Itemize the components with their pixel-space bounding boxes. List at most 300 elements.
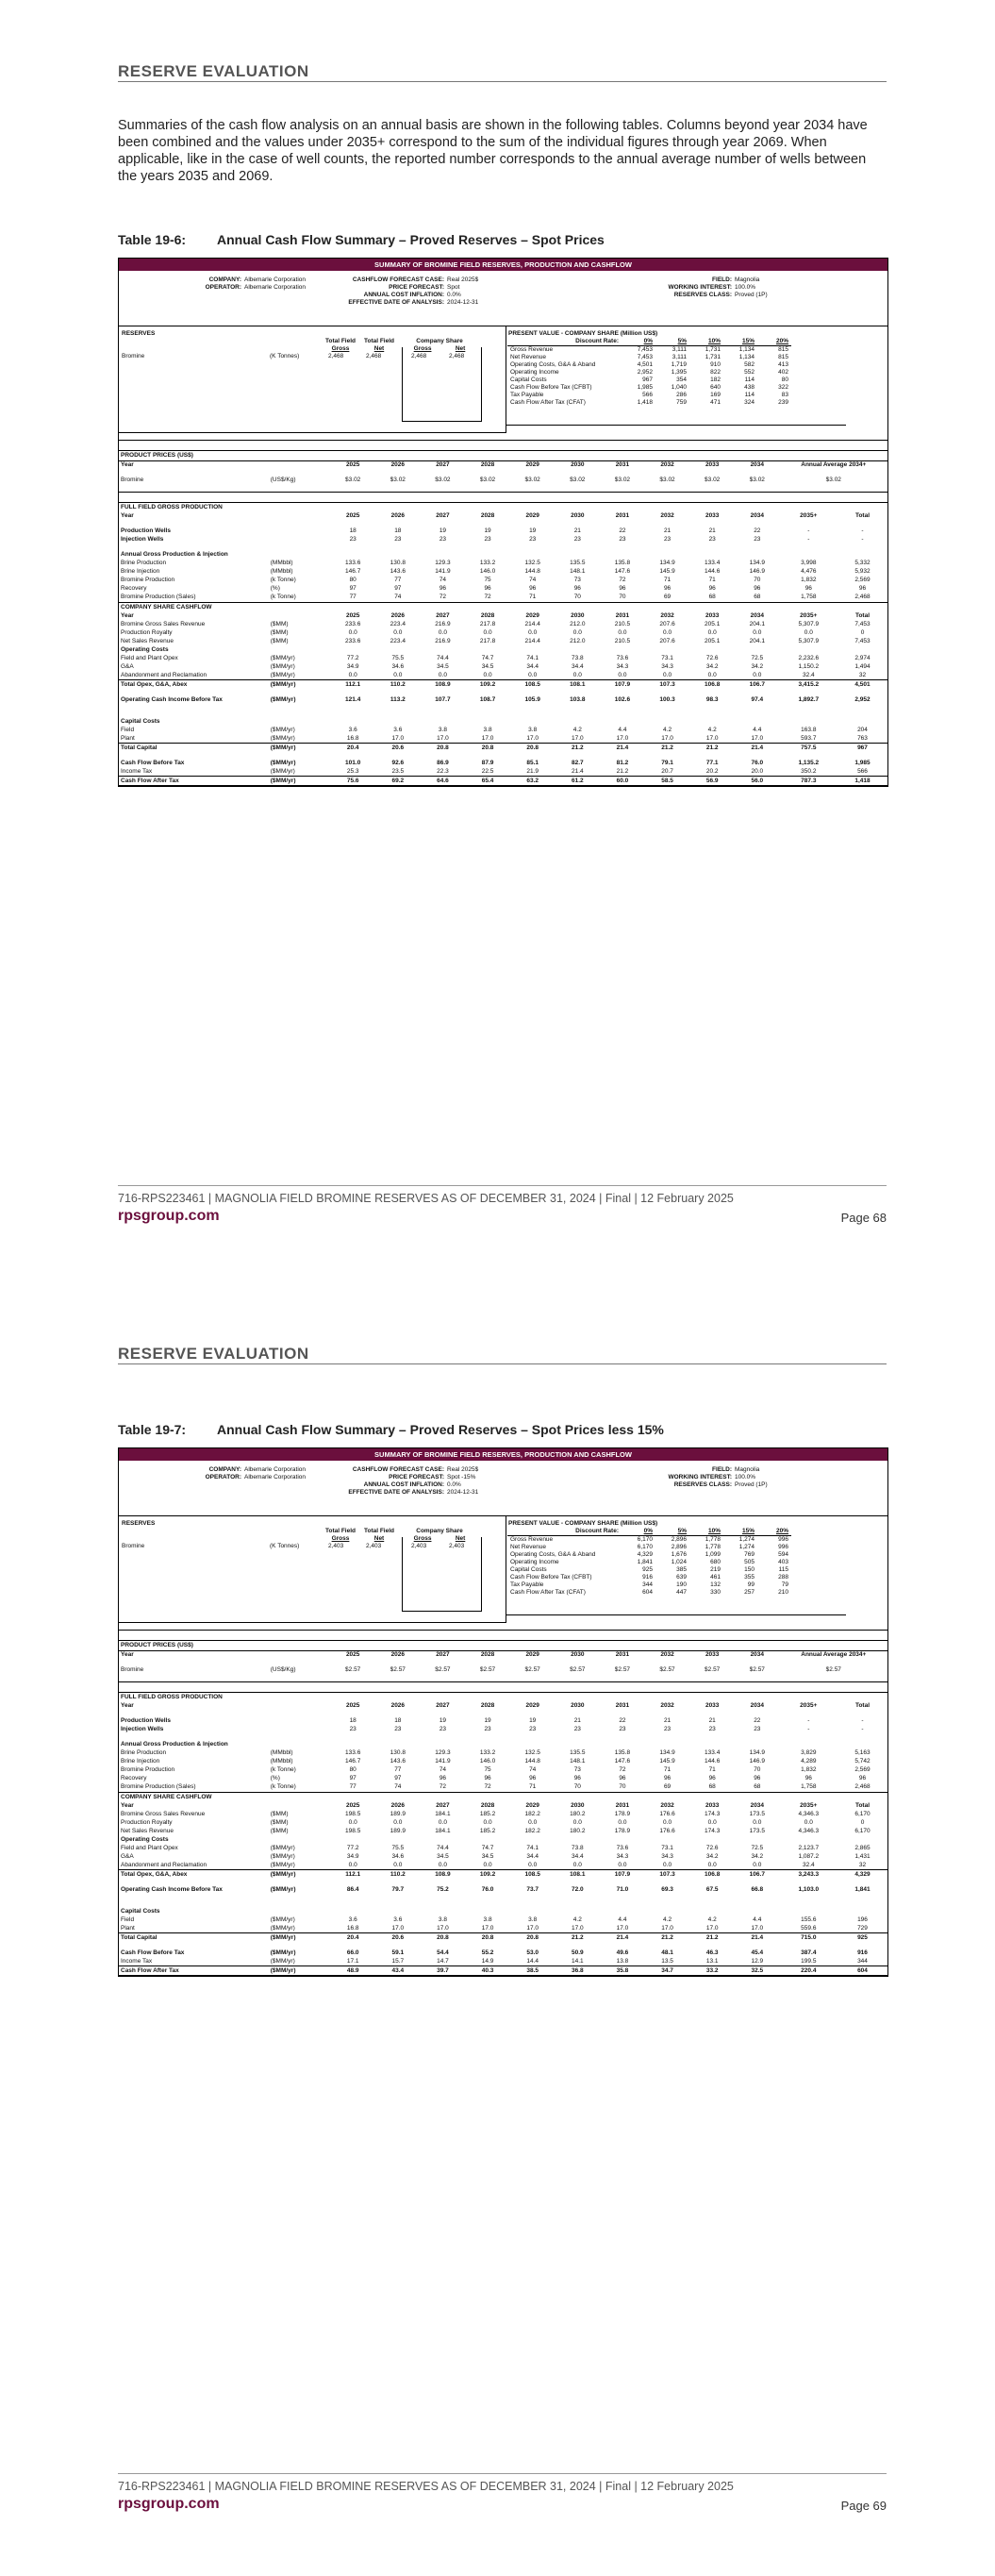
value-cell: 4,289 bbox=[801, 1758, 817, 1765]
value-cell: 174.3 bbox=[705, 1810, 721, 1817]
discount-rate: 0% bbox=[643, 338, 653, 345]
cashflow-title: COMPANY SHARE CASHFLOW bbox=[121, 1793, 212, 1800]
value-cell: 76.0 bbox=[751, 759, 764, 766]
prices-section bbox=[119, 1640, 887, 1682]
value-cell: 130.8 bbox=[390, 1749, 406, 1757]
value-cell: 33.2 bbox=[689, 1966, 735, 1976]
value-cell: 34.6 bbox=[391, 1852, 405, 1860]
value-cell: 134.9 bbox=[749, 560, 765, 567]
value-cell: 72 bbox=[619, 577, 626, 584]
header-key: PRICE FORECAST: bbox=[389, 284, 444, 292]
prices-table bbox=[119, 1650, 887, 1681]
value-cell: 34.7 bbox=[645, 1966, 690, 1976]
value-cell: 97.4 bbox=[751, 695, 764, 703]
value-cell: 0.0 bbox=[572, 671, 582, 678]
value-cell: 3,243.3 bbox=[780, 1870, 837, 1880]
reserves-title: RESERVES bbox=[122, 330, 156, 337]
value-cell: 0.0 bbox=[438, 671, 447, 678]
npv-value: 604 bbox=[642, 1589, 653, 1597]
value-cell: 23 bbox=[439, 1726, 447, 1733]
year-header-row bbox=[119, 1702, 887, 1711]
value-cell: 3.8 bbox=[483, 726, 492, 733]
value-cell: 76.0 bbox=[481, 1885, 494, 1893]
year-cell: 2032 bbox=[660, 611, 674, 619]
value-cell: 0.0 bbox=[348, 628, 357, 636]
year-cell: 2034 bbox=[750, 1702, 765, 1710]
spacer-row bbox=[119, 1879, 887, 1885]
value-cell: 20.7 bbox=[661, 767, 673, 775]
row-label: Brine Production bbox=[121, 560, 167, 567]
value-cell: 75 bbox=[484, 1766, 491, 1774]
npv-value: 925 bbox=[642, 1566, 653, 1574]
value-cell: 198.5 bbox=[345, 1810, 361, 1817]
npv-value: 582 bbox=[744, 361, 755, 369]
row-label: Bromine Production bbox=[121, 577, 175, 584]
value-cell: 74 bbox=[439, 1766, 447, 1774]
header-value: Magnolia bbox=[735, 276, 760, 284]
npv-value: 967 bbox=[642, 376, 653, 384]
value-cell: 3,415.2 bbox=[780, 680, 837, 690]
npv-value: 79 bbox=[781, 1581, 788, 1589]
spacer-row bbox=[119, 711, 887, 717]
section-title: RESERVE EVALUATION bbox=[118, 1345, 309, 1363]
header-field bbox=[128, 284, 306, 292]
opex-row bbox=[119, 1844, 887, 1852]
field-block bbox=[628, 276, 768, 299]
spacer-row bbox=[119, 1711, 887, 1717]
value-cell: 16.8 bbox=[346, 734, 359, 742]
value-cell: 3,829 bbox=[801, 1749, 817, 1757]
year-cell: 2030 bbox=[571, 1702, 585, 1710]
value-cell: 1,832 bbox=[801, 1766, 817, 1774]
value-cell: 72.6 bbox=[705, 654, 719, 661]
value-cell: 763 bbox=[857, 734, 868, 742]
npv-value: 286 bbox=[676, 392, 687, 399]
value-cell: 0.0 bbox=[393, 1861, 403, 1868]
section-label: Operating Costs bbox=[121, 1835, 169, 1843]
header-field bbox=[326, 299, 478, 307]
value-cell: 2,569 bbox=[854, 577, 871, 584]
value-cell: 0.0 bbox=[804, 628, 813, 636]
value-cell: 75.2 bbox=[437, 1885, 449, 1893]
value-cell: 18 bbox=[349, 1717, 357, 1725]
value-cell: 74 bbox=[529, 577, 537, 584]
spacer-row bbox=[119, 1734, 887, 1741]
npv-value: 7,453 bbox=[637, 354, 653, 361]
value-cell: 23 bbox=[349, 1726, 357, 1733]
year-cell: 2033 bbox=[705, 1702, 720, 1710]
value-cell: 20.8 bbox=[465, 1933, 510, 1943]
row-unit: ($MM) bbox=[270, 1810, 289, 1817]
section-label: Capital Costs bbox=[121, 1907, 160, 1915]
value-cell: 69 bbox=[663, 594, 672, 601]
npv-value: 1,676 bbox=[671, 1551, 687, 1559]
row-label: Recovery bbox=[121, 585, 147, 593]
value-cell: 49.6 bbox=[616, 1949, 629, 1956]
value-cell: 20.8 bbox=[421, 1933, 466, 1943]
npv-value: 3,111 bbox=[672, 354, 687, 361]
npv-label: Operating Income bbox=[510, 1559, 559, 1566]
value-cell: 4.2 bbox=[572, 726, 582, 733]
header-value: Proved (1P) bbox=[735, 1481, 768, 1489]
value-cell: 146.0 bbox=[479, 1758, 496, 1765]
npv-value: 115 bbox=[778, 1566, 788, 1574]
npv-value: 6,170 bbox=[637, 1544, 653, 1551]
value-cell: 233.6 bbox=[345, 637, 361, 644]
value-cell: 185.2 bbox=[479, 1810, 496, 1817]
header-field bbox=[628, 292, 768, 299]
reserves-value: 2,468 bbox=[449, 353, 465, 360]
price-cell: $2.57 bbox=[345, 1666, 361, 1674]
row-unit: (US$/Kg) bbox=[270, 477, 296, 484]
value-cell: 34.2 bbox=[751, 662, 764, 670]
npv-value: 257 bbox=[744, 1589, 755, 1597]
value-cell: 5,163 bbox=[854, 1749, 871, 1757]
row-label: Net Sales Revenue bbox=[121, 1827, 174, 1834]
price-cell: $3.02 bbox=[435, 477, 451, 484]
value-cell: 1,418 bbox=[837, 777, 887, 786]
reserves-npv-section bbox=[119, 326, 887, 441]
discount-rate: 20% bbox=[775, 338, 788, 345]
npv-label: Gross Revenue bbox=[507, 1536, 622, 1545]
value-cell: 0.0 bbox=[528, 671, 538, 678]
year-cell: 2027 bbox=[436, 1801, 450, 1809]
header-key: WORKING INTEREST: bbox=[668, 284, 732, 292]
value-cell: 74.4 bbox=[437, 654, 449, 661]
value-cell: 2,952 bbox=[854, 695, 871, 703]
operating-income-row bbox=[119, 695, 887, 704]
value-cell: 0.0 bbox=[618, 1861, 627, 1868]
row-label: Production Wells bbox=[121, 527, 171, 535]
value-cell: 17.0 bbox=[481, 734, 494, 742]
value-cell: 0.0 bbox=[707, 1861, 717, 1868]
analysis-header bbox=[119, 271, 887, 326]
value-cell: 96 bbox=[858, 585, 867, 593]
reserves-box bbox=[119, 326, 506, 433]
discount-rate: 10% bbox=[707, 1528, 721, 1535]
operating-costs-heading bbox=[119, 1835, 887, 1844]
gap bbox=[119, 493, 887, 502]
row-label: Field bbox=[121, 1915, 135, 1923]
value-cell: 74.4 bbox=[437, 1844, 449, 1851]
value-cell: - bbox=[807, 1717, 810, 1725]
header-key: PRICE FORECAST: bbox=[389, 1474, 444, 1481]
reserves-npv-section bbox=[119, 1516, 887, 1631]
npv-value: 1,134 bbox=[723, 346, 757, 355]
value-cell: 4.4 bbox=[753, 726, 762, 733]
row-label: Bromine bbox=[121, 477, 144, 484]
npv-value: 822 bbox=[710, 369, 721, 376]
npv-label: Operating Costs, G&A & Aband bbox=[510, 361, 596, 369]
production-body bbox=[119, 1702, 887, 1792]
production-table bbox=[119, 512, 887, 602]
year-label: Year bbox=[121, 1702, 134, 1710]
header-key: EFFECTIVE DATE OF ANALYSIS: bbox=[348, 299, 444, 307]
value-cell: 23 bbox=[754, 1726, 761, 1733]
year-cell: 2029 bbox=[525, 611, 539, 619]
value-cell: 23 bbox=[484, 1726, 491, 1733]
year-header-row bbox=[119, 460, 887, 470]
value-cell: 4.2 bbox=[707, 726, 717, 733]
npv-value: 385 bbox=[676, 1566, 687, 1574]
blank-cell bbox=[269, 1702, 331, 1711]
value-cell: 38.5 bbox=[510, 1966, 556, 1976]
value-cell: 23 bbox=[619, 1726, 626, 1733]
npv-value: 815 bbox=[757, 346, 791, 355]
value-cell: 20.8 bbox=[510, 1933, 556, 1943]
value-cell: 604 bbox=[837, 1966, 887, 1976]
npv-value: 639 bbox=[676, 1574, 687, 1581]
value-cell: 22 bbox=[619, 1717, 626, 1725]
value-cell: 212.0 bbox=[570, 620, 586, 627]
value-cell: 0.0 bbox=[804, 1818, 813, 1826]
npv-value: 83 bbox=[781, 392, 788, 399]
value-cell: 71 bbox=[529, 594, 537, 601]
value-cell: 22.5 bbox=[481, 767, 494, 775]
npv-title: PRESENT VALUE - COMPANY SHARE (Million US$) bbox=[508, 1520, 658, 1527]
value-cell: 75.6 bbox=[330, 777, 375, 786]
row-unit: ($MM) bbox=[270, 620, 289, 627]
value-cell: 68 bbox=[754, 594, 761, 601]
production-row bbox=[119, 1749, 887, 1758]
year-cell: 2032 bbox=[660, 1801, 674, 1809]
value-cell: 196 bbox=[857, 1915, 868, 1923]
npv-value: 438 bbox=[744, 384, 755, 392]
npv-value: 1,134 bbox=[738, 354, 755, 361]
value-cell: 12.9 bbox=[751, 1957, 764, 1965]
value-cell: 233.6 bbox=[345, 620, 361, 627]
company-block bbox=[128, 1466, 306, 1481]
value-cell: 48.1 bbox=[661, 1949, 673, 1956]
value-cell: - bbox=[861, 1726, 864, 1733]
prices-body bbox=[119, 460, 887, 492]
value-cell: 3,998 bbox=[801, 560, 817, 567]
value-cell: 20.4 bbox=[330, 1933, 375, 1943]
footer-divider bbox=[118, 2473, 887, 2474]
row-label: Cash Flow Before Tax bbox=[121, 1949, 185, 1956]
row-label: Total Opex, G&A, Abex bbox=[119, 1870, 269, 1880]
value-cell: 23 bbox=[349, 536, 357, 544]
value-cell: 146.0 bbox=[479, 568, 496, 576]
spacer-cell bbox=[119, 752, 887, 759]
value-cell: 73.1 bbox=[661, 654, 673, 661]
value-cell: 133.6 bbox=[345, 1749, 361, 1757]
value-cell: 14.1 bbox=[571, 1957, 584, 1965]
value-cell: 144.6 bbox=[705, 568, 721, 576]
reserves-value: 2,403 bbox=[328, 1543, 344, 1549]
row-unit: ($MM) bbox=[270, 1827, 289, 1834]
section-title: RESERVE EVALUATION bbox=[118, 62, 309, 80]
analysis-header bbox=[119, 1461, 887, 1516]
npv-value: 996 bbox=[778, 1544, 788, 1551]
value-cell: 3.6 bbox=[393, 726, 403, 733]
price-cell: $2.57 bbox=[749, 1666, 765, 1674]
value-cell: 17.0 bbox=[391, 1924, 405, 1932]
prices-title: PRODUCT PRICES (US$) bbox=[121, 452, 193, 459]
spacer-row bbox=[119, 1894, 887, 1900]
npv-label: Net Revenue bbox=[510, 1544, 546, 1551]
value-cell: 72 bbox=[439, 1783, 447, 1791]
value-cell: 216.9 bbox=[435, 637, 451, 644]
prices-section bbox=[119, 450, 887, 493]
npv-value: 1,395 bbox=[671, 369, 687, 376]
row-unit: ($MM/yr) bbox=[269, 777, 331, 786]
discount-rate: 5% bbox=[677, 338, 687, 345]
spacer-cell bbox=[119, 1900, 887, 1907]
value-cell: 110.2 bbox=[375, 1870, 421, 1880]
value-cell: 19 bbox=[529, 527, 537, 535]
row-unit: ($MM/yr) bbox=[270, 671, 295, 678]
year-cell: 2028 bbox=[465, 460, 510, 470]
year-cell: 2033 bbox=[705, 1801, 720, 1809]
year-cell: 2033 bbox=[689, 460, 735, 470]
year-cell: 2028 bbox=[465, 1650, 510, 1660]
npv-label: Cash Flow Before Tax (CFBT) bbox=[510, 1574, 592, 1581]
header-key: FIELD: bbox=[712, 1466, 732, 1474]
value-cell: 70 bbox=[754, 577, 761, 584]
value-cell: 96 bbox=[439, 1775, 447, 1782]
value-cell: 35.8 bbox=[600, 1966, 645, 1976]
value-cell: 34.9 bbox=[346, 1852, 359, 1860]
header-value: 2024-12-31 bbox=[447, 299, 479, 307]
value-cell: 96 bbox=[573, 585, 581, 593]
value-cell: 20.8 bbox=[510, 744, 556, 753]
header-field bbox=[128, 276, 306, 284]
value-cell: 70 bbox=[619, 594, 626, 601]
value-cell: 6,170 bbox=[854, 1810, 871, 1817]
prices-body bbox=[119, 1650, 887, 1681]
value-cell: 0 bbox=[860, 1818, 865, 1826]
value-cell: 97 bbox=[349, 585, 357, 593]
year-header-row bbox=[119, 1801, 887, 1810]
value-cell: 1,758 bbox=[801, 1783, 817, 1791]
npv-value: 815 bbox=[778, 354, 788, 361]
value-cell: 71 bbox=[663, 577, 672, 584]
col-head-gross: Gross bbox=[413, 1534, 432, 1542]
value-cell: 2,468 bbox=[854, 1783, 871, 1791]
reserves-value: 2,468 bbox=[328, 353, 344, 360]
value-cell: 204 bbox=[857, 726, 868, 733]
year-header-row bbox=[119, 512, 887, 521]
section-label: Operating Costs bbox=[121, 645, 169, 653]
spacer-row bbox=[119, 470, 887, 477]
value-cell: 146.9 bbox=[749, 568, 765, 576]
year-cell: 2026 bbox=[390, 1801, 406, 1809]
row-unit: ($MM/yr) bbox=[270, 1852, 295, 1860]
npv-value: 99 bbox=[747, 1581, 755, 1589]
price-row bbox=[119, 477, 887, 485]
value-cell: 189.9 bbox=[390, 1810, 406, 1817]
value-cell: 2,865 bbox=[854, 1844, 871, 1851]
row-unit: ($MM/yr) bbox=[269, 744, 331, 753]
header-field bbox=[628, 1466, 768, 1474]
value-cell: 34.2 bbox=[705, 662, 719, 670]
value-cell: 0.0 bbox=[753, 628, 762, 636]
forecast-block bbox=[326, 276, 478, 307]
spacer-cell bbox=[119, 485, 887, 492]
operating-income-row bbox=[119, 1885, 887, 1894]
row-unit: ($MM/yr) bbox=[270, 767, 295, 775]
value-cell: 73.7 bbox=[526, 1885, 539, 1893]
header-value: Spot -15% bbox=[447, 1474, 476, 1481]
value-cell: 32.5 bbox=[735, 1966, 780, 1976]
cashflow-title-wrap bbox=[119, 602, 887, 612]
year-cell: 2031 bbox=[615, 512, 630, 520]
value-cell: 0.0 bbox=[753, 1818, 762, 1826]
blank-cell bbox=[269, 512, 331, 521]
value-cell: 23 bbox=[394, 536, 402, 544]
value-cell: 20.6 bbox=[375, 1933, 421, 1943]
value-cell: 146.7 bbox=[345, 1758, 361, 1765]
value-cell: 34.5 bbox=[481, 662, 494, 670]
annual-production-heading bbox=[119, 551, 887, 560]
value-cell: 108.1 bbox=[556, 1870, 601, 1880]
year-cell: 2033 bbox=[705, 611, 720, 619]
npv-label: Tax Payable bbox=[510, 1581, 544, 1589]
value-cell: 22.3 bbox=[437, 767, 449, 775]
year-cell: 2030 bbox=[571, 1801, 585, 1809]
revenue-row bbox=[119, 1818, 887, 1827]
value-cell: 3.6 bbox=[348, 1915, 357, 1923]
row-label: G&A bbox=[121, 662, 134, 670]
year-cell: 2025 bbox=[345, 611, 360, 619]
footer-site-link[interactable]: rpsgroup.com bbox=[118, 2496, 220, 2512]
value-cell: 60.0 bbox=[600, 777, 645, 786]
value-cell: 3.6 bbox=[393, 1915, 403, 1923]
header-value: 2024-12-31 bbox=[447, 1489, 479, 1497]
value-cell: 19 bbox=[439, 527, 447, 535]
value-cell: 134.9 bbox=[659, 1749, 675, 1757]
spacer-row bbox=[119, 544, 887, 551]
value-cell: 74.1 bbox=[526, 654, 539, 661]
production-row bbox=[119, 1775, 887, 1783]
row-label: Total Opex, G&A, Abex bbox=[119, 680, 269, 690]
value-cell: 17.0 bbox=[751, 734, 764, 742]
value-cell: 102.6 bbox=[614, 695, 631, 703]
value-cell: 147.6 bbox=[614, 1758, 631, 1765]
year-label: Year bbox=[121, 611, 134, 619]
col-total-field-gross bbox=[322, 338, 359, 353]
price-cell: $3.02 bbox=[749, 477, 765, 484]
value-cell: 217.8 bbox=[479, 620, 496, 627]
price-cell: $3.02 bbox=[705, 477, 721, 484]
value-cell: 96 bbox=[484, 1775, 491, 1782]
value-cell: 223.4 bbox=[390, 620, 406, 627]
value-cell: 178.9 bbox=[614, 1810, 631, 1817]
value-cell: 204.1 bbox=[749, 637, 765, 644]
discount-rate-row bbox=[507, 338, 791, 346]
table-number: Table 19-6: bbox=[118, 232, 187, 247]
spacer-cell bbox=[119, 1660, 887, 1666]
row-label: Abandonment and Reclamation bbox=[121, 1861, 207, 1868]
value-cell: 135.8 bbox=[614, 1749, 631, 1757]
value-cell: 55.2 bbox=[481, 1949, 494, 1956]
value-cell: 217.8 bbox=[479, 637, 496, 644]
footer-site-link[interactable]: rpsgroup.com bbox=[118, 1208, 220, 1224]
spacer-row bbox=[119, 1900, 887, 1907]
value-cell: 34.3 bbox=[616, 1852, 629, 1860]
capital-total-row bbox=[119, 744, 887, 753]
npv-value: 916 bbox=[642, 1574, 653, 1581]
value-cell: 112.1 bbox=[330, 1870, 375, 1880]
value-cell: 143.6 bbox=[390, 568, 406, 576]
reserves-row-label: Bromine bbox=[122, 353, 145, 360]
reserves-box bbox=[119, 1516, 506, 1623]
price-cell: $2.57 bbox=[614, 1666, 631, 1674]
year-cell: 2031 bbox=[615, 1801, 630, 1809]
row-label: Income Tax bbox=[121, 1957, 153, 1965]
table-number: Table 19-7: bbox=[118, 1422, 187, 1437]
